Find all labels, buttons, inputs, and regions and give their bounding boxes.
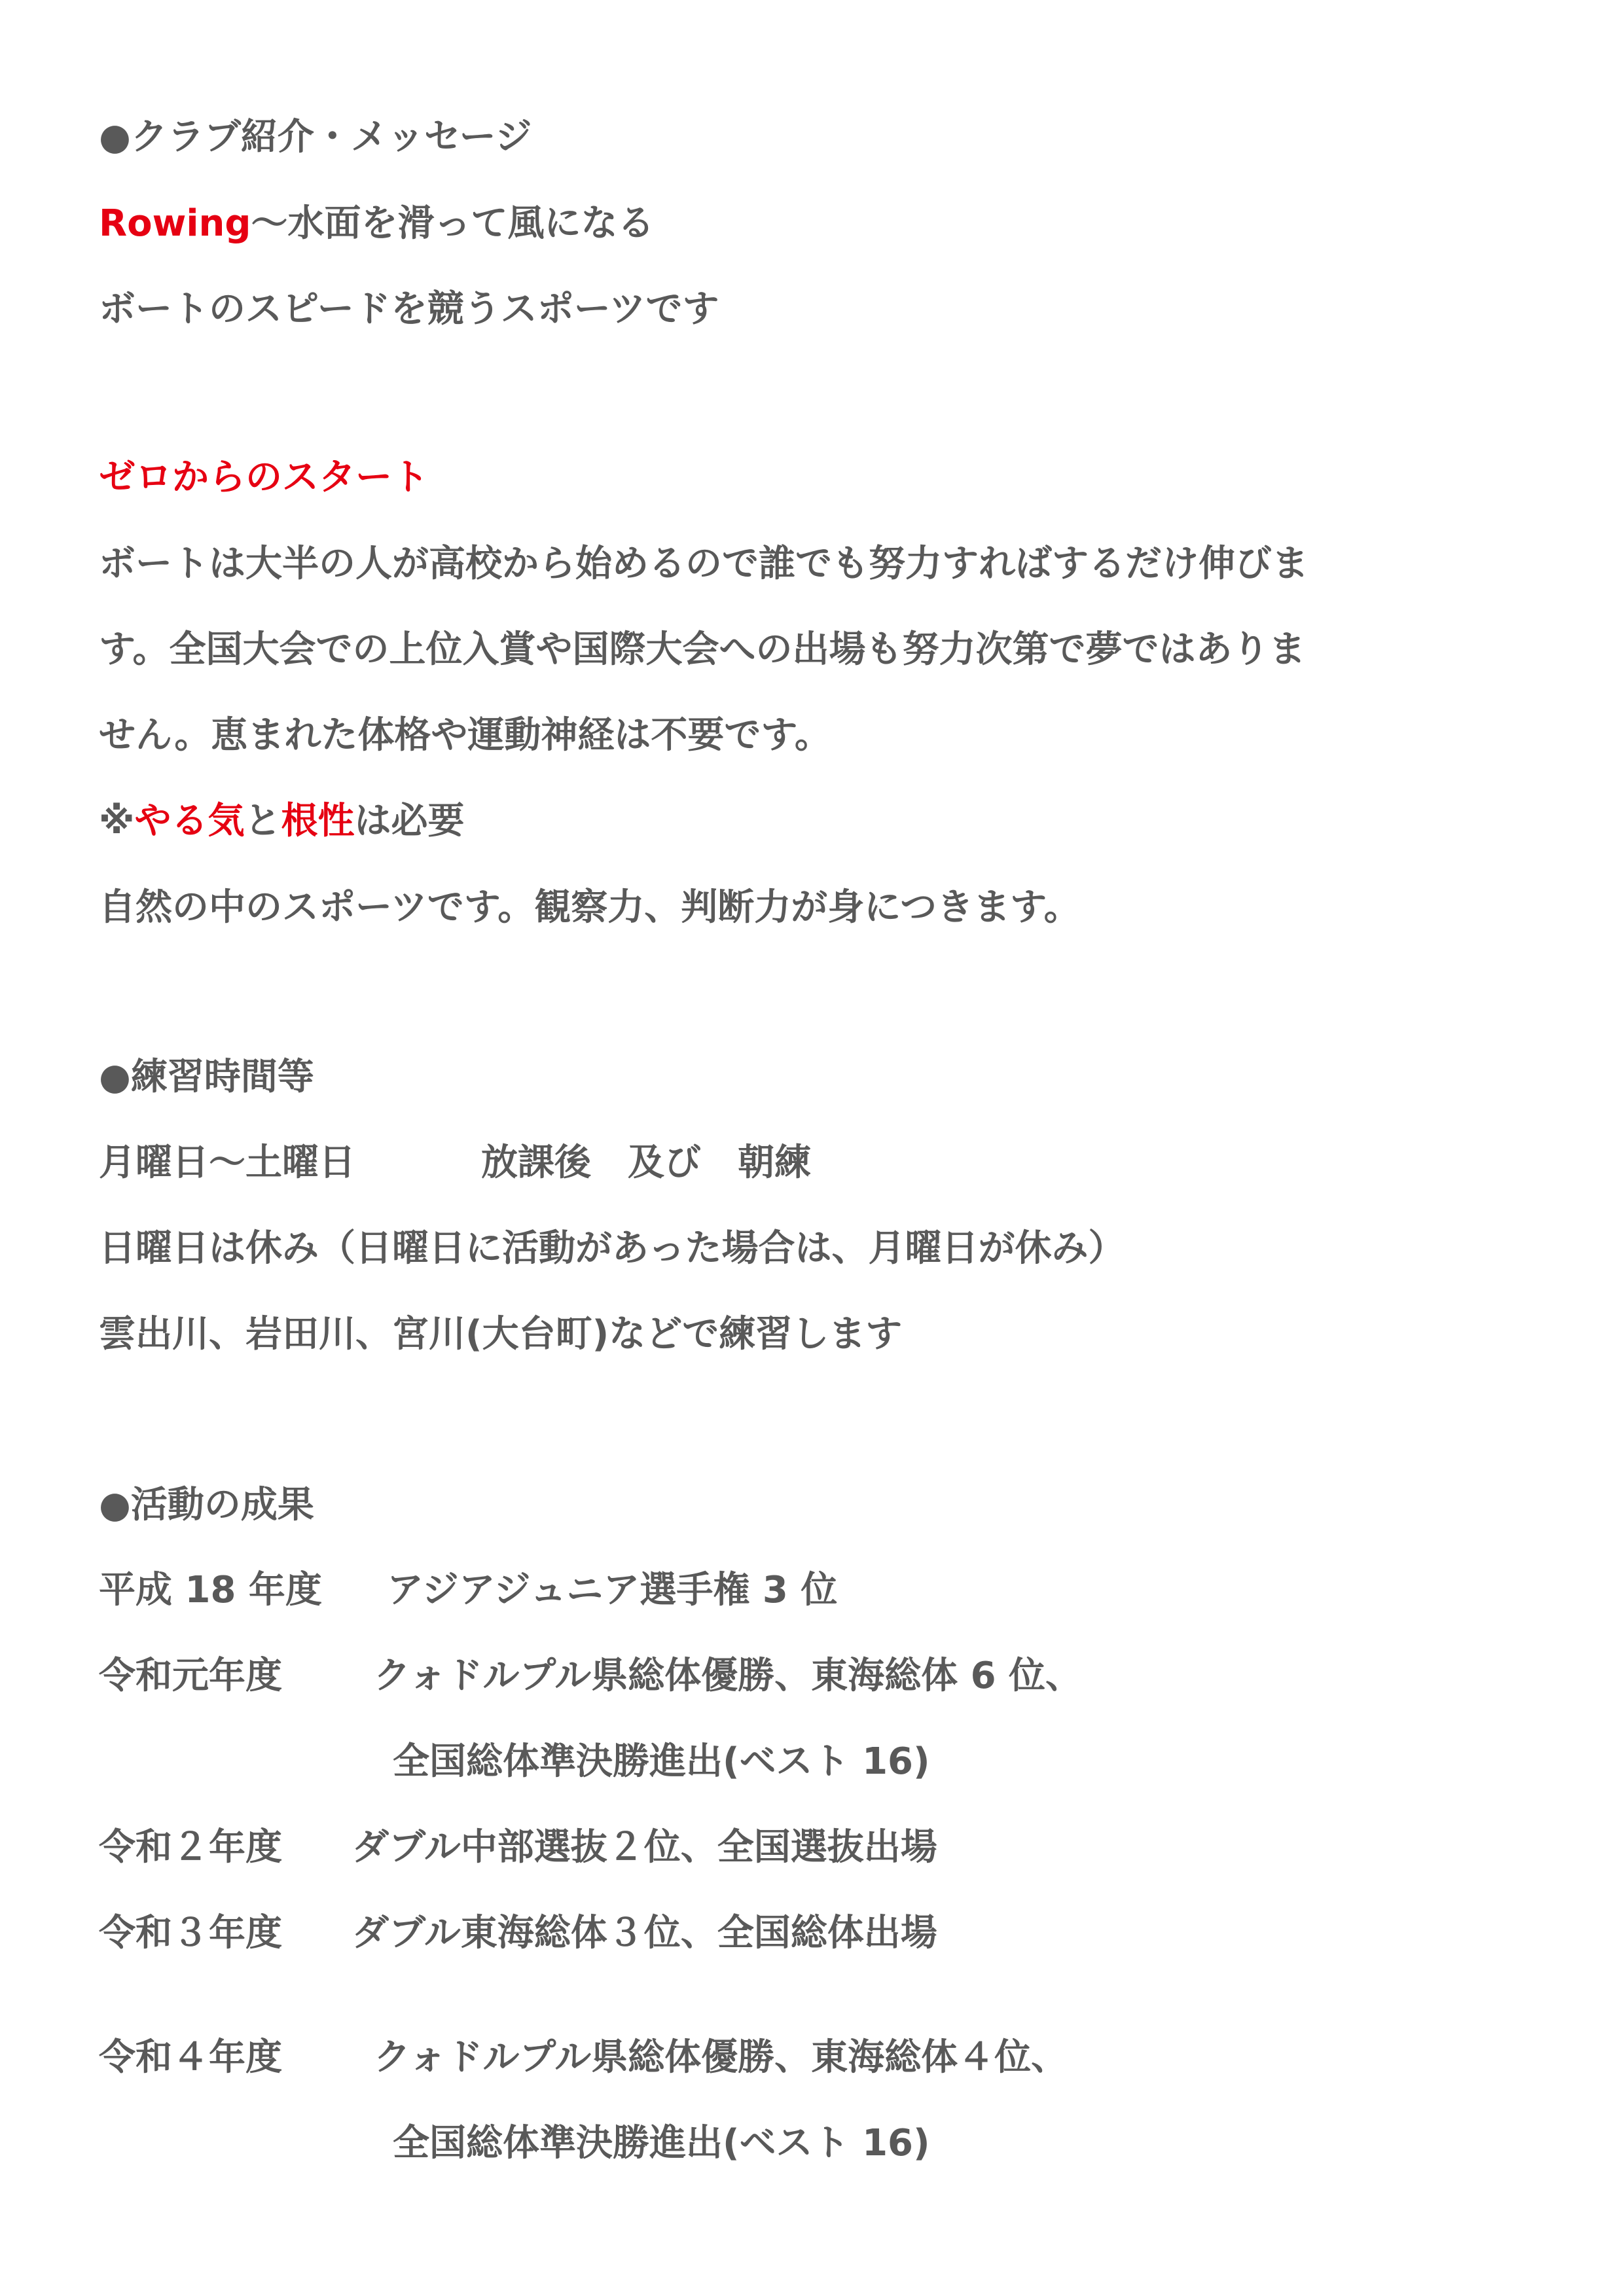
schedule-times: 放課後 及び 朝練 [481,1141,811,1184]
zero-note [99,798,464,845]
result-year: 令和元年度 [99,1655,282,1697]
result-item [99,1910,937,1957]
practice-heading: ●練習時間等 [99,1056,314,1098]
schedule-days: 月曜日～土曜日 [99,1141,355,1184]
result-item-continued: 全国総体準決勝進出(ベスト 16) [393,2122,930,2164]
tagline-rest: ～水面を滑って風になる [251,202,655,245]
result-item [99,1653,1083,1700]
location-line: 雲出川、岩田川、宮川(大台町)などで練習します [99,1313,903,1355]
schedule-line [99,1139,811,1187]
rest-day-line: 日曜日は休み（日曜日に活動があった場合は、月曜日が休み） [99,1227,1125,1270]
result-year: 平成 18 年度 [99,1569,322,1611]
result-text: クォドルプル県総体優勝、東海総体４位、 [374,2036,1068,2079]
result-year: 令和３年度 [99,1912,282,1954]
nature-line: 自然の中のスポーツです。観察力、判断力が身につきます。 [99,886,1081,929]
zero-para-line-2: す。全国大会での上位入賞や国際大会への出場も努力次第で夢ではありま [99,628,1306,671]
results-heading: ●活動の成果 [99,1484,314,1526]
intro-heading: ●クラブ紹介・メッセージ [99,116,532,158]
result-text: クォドルプル県総体優勝、東海総体 6 位、 [374,1655,1083,1697]
note-konjou: 根性 [281,800,355,842]
zero-para-line-3: せん。恵まれた体格や運動神経は不要です。 [99,714,831,757]
result-text: ダブル東海総体３位、全国総体出場 [352,1912,937,1954]
note-yaruki: やる気 [134,800,245,842]
result-item [99,1824,937,1871]
result-year: 令和２年度 [99,1826,282,1869]
tagline [99,200,654,247]
result-text: ダブル中部選抜２位、全国選抜出場 [352,1826,937,1869]
note-prefix: ※ [99,800,135,842]
result-item-continued: 全国総体準決勝進出(ベスト 16) [393,1740,930,1783]
result-year: 令和４年度 [99,2036,282,2079]
zero-para-line-1: ボートは大半の人が高校から始めるので誰でも努力すればするだけ伸びま [99,543,1308,585]
intro-subtitle: ボートのスピードを競うスポーツです [99,288,719,331]
result-item [99,2034,1068,2081]
result-item [99,1567,838,1614]
note-suffix: は必要 [354,800,465,842]
tagline-rowing: Rowing [99,202,251,245]
note-mid: と [244,800,281,842]
zero-heading: ゼロからのスタート [99,456,429,499]
result-text: アジアジュニア選手権 3 位 [387,1569,838,1611]
